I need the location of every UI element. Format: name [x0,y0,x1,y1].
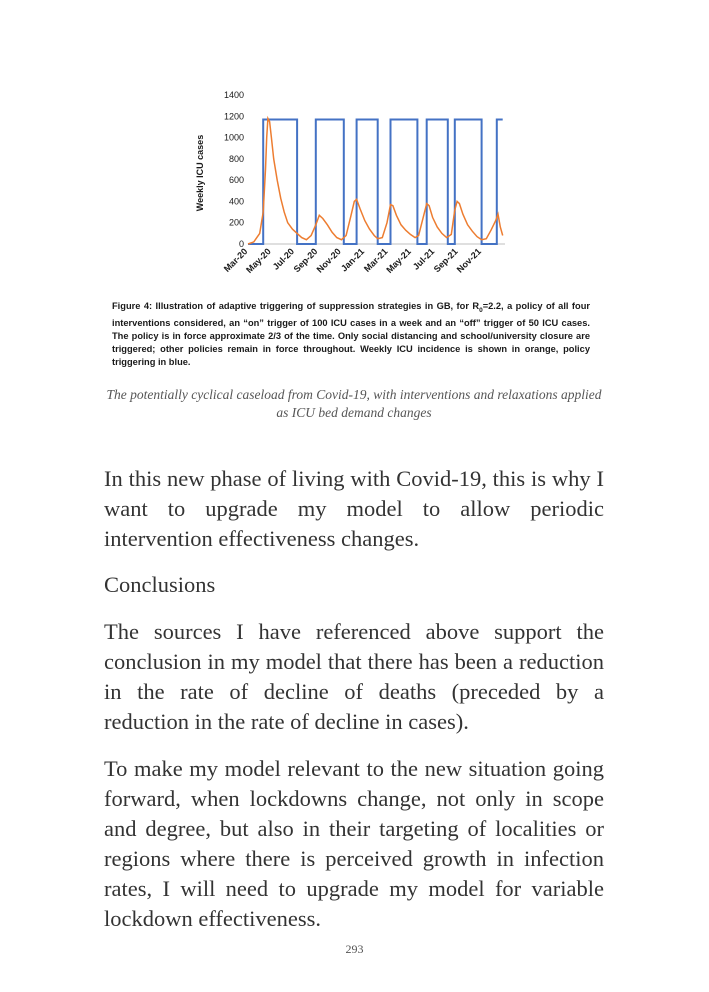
y-tick-label: 1200 [223,111,244,122]
y-axis-label: Weekly ICU cases [195,134,205,212]
policy-triggering-line [248,120,503,245]
paragraph-conclusion-2: To make my model relevant to the new situation going forward, when lockdowns change, not only in scope and degree, but also in their targeting of localities or regions where there is perceived growth in infection rates, I will need to upgrade my model for variable lockdown effectiveness. [104,756,604,931]
figure-caption-text-2: =2.2, a policy of all four interventions considered, an “on” trigger of 100 ICU cases in a week and an “off” trigger of 50 ICU cases. The policy is in force approximate 2/3 of the time. Only social distancing and school/university closure are triggered; other policies remain in force throughout. Weekly ICU incidence is shown in orange, policy triggering in blue. [112,301,590,367]
figure-caption-label: Figure 4: [112,301,153,311]
paragraph-conclusion-1: The sources I have referenced above support the conclusion in my model that there has been a reduction in the rate of decline of deaths (preceded by a reduction in the rate of decline in cases). [104,619,604,734]
figure-caption [112,300,590,369]
x-tick-label: Jan-21 [338,246,367,274]
y-tick-label: 400 [228,196,244,207]
x-tick-label: Sep-21 [431,246,460,275]
figure-caption-subscript: 0 [479,306,483,314]
x-tick-label: May-20 [244,246,273,275]
y-tick-label: 200 [228,217,244,228]
section-heading: Conclusions [104,572,216,597]
paragraph-intro: In this new phase of living with Covid-19, this is why I want to upgrade my model to allow periodic intervention effectiveness changes. [104,466,604,551]
y-tick-label: 600 [228,175,244,186]
y-tick-label: 1400 [223,90,244,100]
icu-incidence-line [248,118,503,244]
image-sub-caption: The potentially cyclical caseload from Covid-19, with interventions and relaxations applied as ICU bed demand changes [106,387,602,420]
x-tick-label: Nov-20 [314,246,343,275]
page-number: 293 [345,942,364,956]
x-tick-label: Sep-20 [291,246,320,275]
x-tick-label: Mar-21 [362,246,390,274]
figure-caption-text-1: Illustration of adaptive triggering of suppression strategies in GB, for R [155,301,480,311]
x-tick-label: Jul-21 [410,246,437,272]
x-axis-ticks [222,246,483,275]
icu-chart [190,85,520,295]
y-tick-label: 0 [238,239,244,249]
y-tick-label: 1000 [223,132,244,143]
x-tick-label: Jul-20 [270,246,297,272]
x-tick-label: Nov-21 [454,246,484,275]
y-tick-label: 800 [228,153,244,164]
y-axis-ticks [224,90,244,249]
x-tick-label: Mar-20 [221,246,250,274]
x-tick-label: May-21 [384,246,413,275]
